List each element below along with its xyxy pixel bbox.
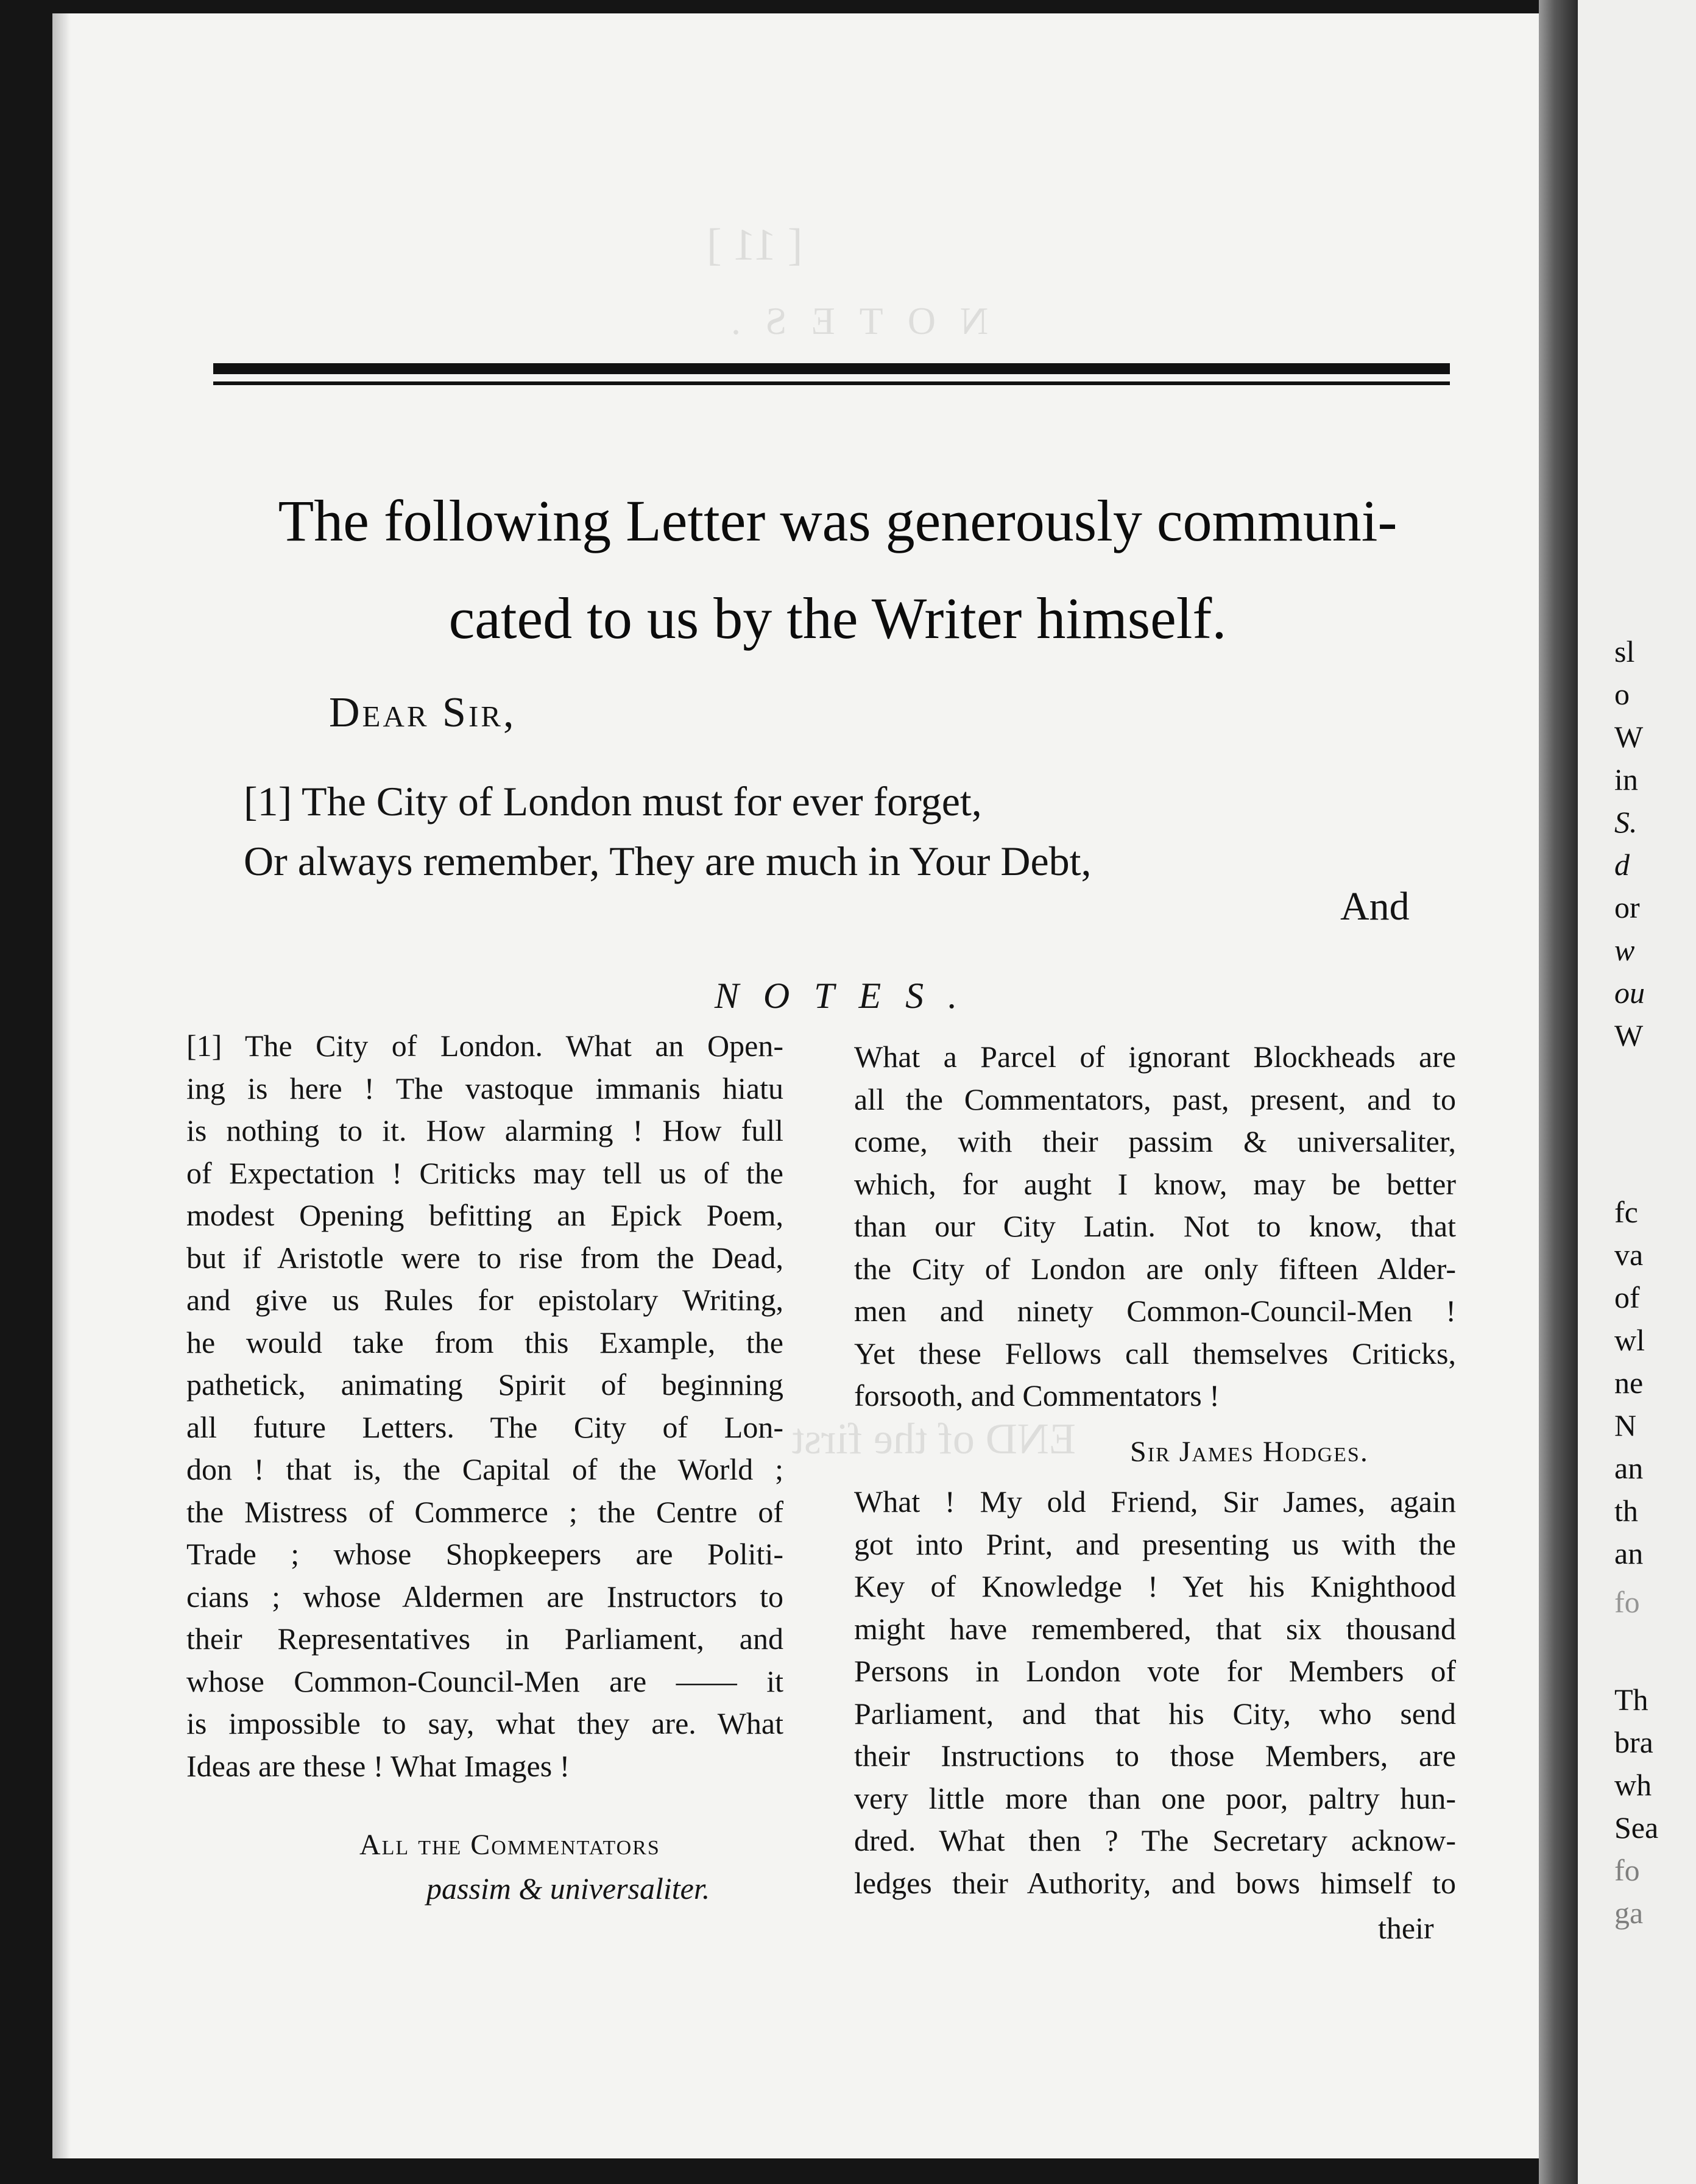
- note-line: than our City Latin. Not to know, that: [854, 1209, 1456, 1243]
- bleed-notes-heading: NOTES.: [707, 299, 989, 342]
- bleed-page-number: [ 11 ]: [707, 220, 803, 270]
- note-line: the City of London are only fifteen Alder-: [854, 1251, 1456, 1286]
- facing-fragment: S.: [1614, 805, 1638, 839]
- note-line: Trade ; whose Shopkeepers are Politi-: [186, 1537, 783, 1571]
- facing-fragment: W: [1614, 1018, 1644, 1052]
- letter-heading-line-1: The following Letter was generously communi-: [278, 488, 1397, 553]
- note-line: Ideas are these ! What Images !: [186, 1748, 570, 1783]
- facing-fragment: wl: [1614, 1323, 1645, 1357]
- notes-right-column-b: [854, 1481, 1456, 1904]
- right-signature: Sir James Hodges.: [1130, 1436, 1369, 1468]
- salutation: Dear Sir,: [329, 689, 517, 736]
- note-line: Parliament, and that his City, who send: [854, 1696, 1456, 1731]
- facing-fragment: an: [1614, 1451, 1644, 1485]
- note-line: and give us Rules for epistolary Writing,: [186, 1283, 783, 1317]
- facing-fragment: fo: [1614, 1853, 1640, 1887]
- header-rule-thin: [213, 381, 1450, 385]
- note-line: Yet these Fellows call themselves Criticks,: [854, 1336, 1456, 1370]
- facing-fragment: sl: [1614, 634, 1635, 668]
- notes-right-column-a: [854, 1036, 1456, 1417]
- notes-heading: NOTES.: [714, 976, 982, 1016]
- note-line: all the Commentators, past, present, and to: [854, 1082, 1456, 1116]
- verse-line-1: [1] The City of London must for ever forget,: [244, 778, 982, 824]
- note-line: is impossible to say, what they are. What: [186, 1706, 783, 1740]
- bleed-end-line: END of the first: [792, 1414, 1076, 1463]
- facing-fragment: Th: [1614, 1682, 1648, 1717]
- facing-fragment: or: [1614, 890, 1640, 924]
- note-line: What a Parcel of ignorant Blockheads are: [854, 1040, 1456, 1074]
- note-line: which, for aught I know, may be better: [854, 1166, 1456, 1201]
- facing-fragment: va: [1614, 1238, 1644, 1272]
- letter-heading-line-2: cated to us by the Writer himself.: [448, 586, 1227, 651]
- note-line: very little more than one poor, paltry hun-: [854, 1781, 1456, 1815]
- note-line: all future Letters. The City of Lon-: [186, 1409, 783, 1444]
- book-gutter: [1539, 0, 1578, 2184]
- facing-fragment: in: [1614, 762, 1638, 796]
- note-line: [1] The City of London. What an Open-: [186, 1029, 783, 1063]
- facing-fragment: fc: [1614, 1195, 1638, 1229]
- note-line: forsooth, and Commentators !: [854, 1378, 1220, 1413]
- facing-fragment: fo: [1614, 1585, 1640, 1619]
- note-line: he would take from this Example, the: [186, 1325, 783, 1360]
- note-line: whose Common-Council-Men are —— it: [186, 1664, 783, 1698]
- note-line: Key of Knowledge ! Yet his Knighthood: [854, 1569, 1456, 1603]
- facing-fragment: wh: [1614, 1768, 1652, 1802]
- notes-left-column: [186, 1025, 783, 1787]
- note-line: don ! that is, the Capital of the World ;: [186, 1452, 783, 1486]
- note-line: their Representatives in Parliament, and: [186, 1622, 783, 1656]
- left-signature: All the Commentators: [359, 1829, 660, 1861]
- note-line: pathetick, animating Spirit of beginning: [186, 1367, 783, 1402]
- facing-fragment: o: [1614, 677, 1630, 711]
- facing-fragment: an: [1614, 1536, 1644, 1570]
- note-line: ing is here ! The vastoque immanis hiatu: [186, 1071, 783, 1105]
- note-line: is nothing to it. How alarming ! How full: [186, 1113, 783, 1147]
- facing-fragment: d: [1614, 848, 1630, 882]
- facing-fragment: N: [1614, 1408, 1637, 1442]
- note-line: their Instructions to those Members, are: [854, 1739, 1456, 1773]
- right-catchword: their: [1378, 1911, 1434, 1945]
- facing-fragment: Sea: [1614, 1810, 1659, 1845]
- note-line: dred. What then ? The Secretary acknow-: [854, 1823, 1456, 1857]
- note-line: What ! My old Friend, Sir James, again: [854, 1484, 1456, 1519]
- note-line: Persons in London vote for Members of: [854, 1654, 1456, 1688]
- facing-fragment: w: [1614, 933, 1635, 967]
- verse-catchword: And: [1340, 884, 1410, 929]
- facing-fragment: ne: [1614, 1366, 1644, 1400]
- note-line: modest Opening befitting an Epick Poem,: [186, 1198, 783, 1232]
- note-line: ledges their Authority, and bows himself to: [854, 1865, 1456, 1900]
- facing-fragment: bra: [1614, 1725, 1653, 1759]
- facing-fragment: ou: [1614, 976, 1645, 1010]
- note-line: of Expectation ! Criticks may tell us of the: [186, 1155, 783, 1190]
- left-signature-sub: passim & universaliter.: [426, 1871, 710, 1906]
- facing-fragment: W: [1614, 720, 1644, 754]
- note-line: cians ; whose Aldermen are Instructors to: [186, 1579, 783, 1614]
- note-line: the Mistress of Commerce ; the Centre of: [186, 1494, 783, 1529]
- page-edge-shadow: [52, 13, 71, 2158]
- header-rule-thick: [213, 363, 1450, 374]
- note-line: might have remembered, that six thousand: [854, 1611, 1456, 1646]
- note-line: but if Aristotle were to rise from the Dead,: [186, 1240, 783, 1275]
- verse-line-2: Or always remember, They are much in Your Debt,: [244, 838, 1092, 884]
- note-line: come, with their passim & universaliter,: [854, 1124, 1456, 1158]
- facing-fragment: ga: [1614, 1896, 1644, 1930]
- note-line: got into Print, and presenting us with the: [854, 1526, 1456, 1561]
- note-line: men and ninety Common-Council-Men !: [854, 1294, 1456, 1328]
- facing-fragment: th: [1614, 1494, 1638, 1528]
- facing-fragment: of: [1614, 1280, 1640, 1314]
